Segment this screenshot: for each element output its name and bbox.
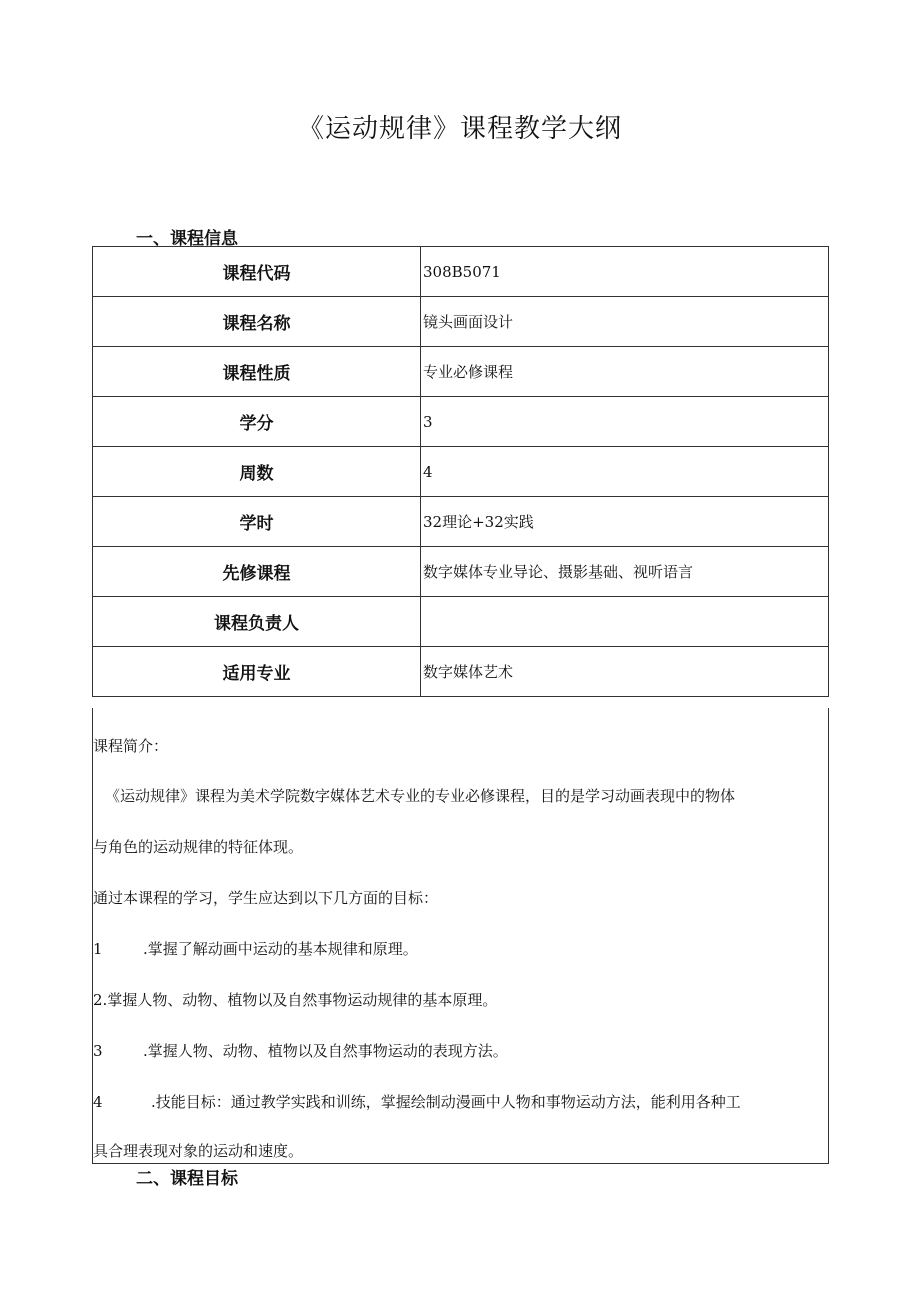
intro-paragraph-line: 《运动规律》课程为美术学院数字媒体艺术专业的专业必修课程，目的是学习动画表现中的物体 bbox=[105, 787, 736, 805]
course-info-table bbox=[92, 246, 829, 697]
intro-heading: 课程简介： bbox=[93, 737, 169, 755]
row-label-course-lead: 课程负责人 bbox=[93, 597, 421, 647]
section-heading-course-goals: 二、课程目标 bbox=[136, 1169, 238, 1189]
table-row bbox=[93, 347, 829, 397]
table-row bbox=[93, 447, 829, 497]
row-label-applicable-major: 适用专业 bbox=[93, 647, 421, 697]
goal-text: .掌握人物、动物、植物以及自然事物运动的表现方法。 bbox=[143, 1042, 508, 1060]
row-value-course-nature: 专业必修课程 bbox=[421, 347, 829, 397]
goal-item bbox=[93, 938, 418, 959]
table-row bbox=[93, 247, 829, 297]
table-row bbox=[93, 647, 829, 697]
row-value-course-lead bbox=[421, 597, 829, 647]
intro-paragraph-line: 与角色的运动规律的特征体现。 bbox=[93, 838, 304, 856]
row-value-course-code: 308B5071 bbox=[421, 247, 829, 297]
row-label-course-name: 课程名称 bbox=[93, 297, 421, 347]
course-intro-box bbox=[92, 708, 829, 1164]
goal-item bbox=[93, 989, 497, 1010]
row-label-hours: 学时 bbox=[93, 497, 421, 547]
goal-number: 1 bbox=[93, 940, 103, 958]
row-value-prerequisites: 数字媒体专业导论、摄影基础、视听语言 bbox=[421, 547, 829, 597]
page-title: 《运动规律》课程教学大纲 bbox=[297, 114, 622, 144]
goal-number: 4 bbox=[93, 1093, 103, 1111]
row-label-course-code: 课程代码 bbox=[93, 247, 421, 297]
goal-item bbox=[93, 1091, 741, 1112]
table-row bbox=[93, 597, 829, 647]
goal-item-continuation: 具合理表现对象的运动和速度。 bbox=[93, 1142, 304, 1160]
row-label-credits: 学分 bbox=[93, 397, 421, 447]
goal-text: .掌握了解动画中运动的基本规律和原理。 bbox=[143, 940, 418, 958]
goal-text: .掌握人物、动物、植物以及自然事物运动规律的基本原理。 bbox=[102, 991, 498, 1009]
row-label-course-nature: 课程性质 bbox=[93, 347, 421, 397]
section-heading-course-info: 一、课程信息 bbox=[136, 229, 238, 249]
table-row bbox=[93, 547, 829, 597]
table-row bbox=[93, 297, 829, 347]
goal-text: .技能目标：通过教学实践和训练，掌握绘制动漫画中人物和事物运动方法，能利用各种工 bbox=[151, 1093, 741, 1111]
table-row bbox=[93, 397, 829, 447]
intro-goals-lead: 通过本课程的学习，学生应达到以下几方面的目标： bbox=[93, 889, 439, 907]
table-row bbox=[93, 497, 829, 547]
goal-item bbox=[93, 1040, 508, 1061]
row-value-weeks: 4 bbox=[421, 447, 829, 497]
row-value-applicable-major: 数字媒体艺术 bbox=[421, 647, 829, 697]
row-value-course-name: 镜头画面设计 bbox=[421, 297, 829, 347]
goal-number: 2 bbox=[93, 991, 103, 1009]
row-label-prerequisites: 先修课程 bbox=[93, 547, 421, 597]
row-value-hours: 32理论+32实践 bbox=[421, 497, 829, 547]
row-label-weeks: 周数 bbox=[93, 447, 421, 497]
row-value-credits: 3 bbox=[421, 397, 829, 447]
goal-number: 3 bbox=[93, 1042, 103, 1060]
